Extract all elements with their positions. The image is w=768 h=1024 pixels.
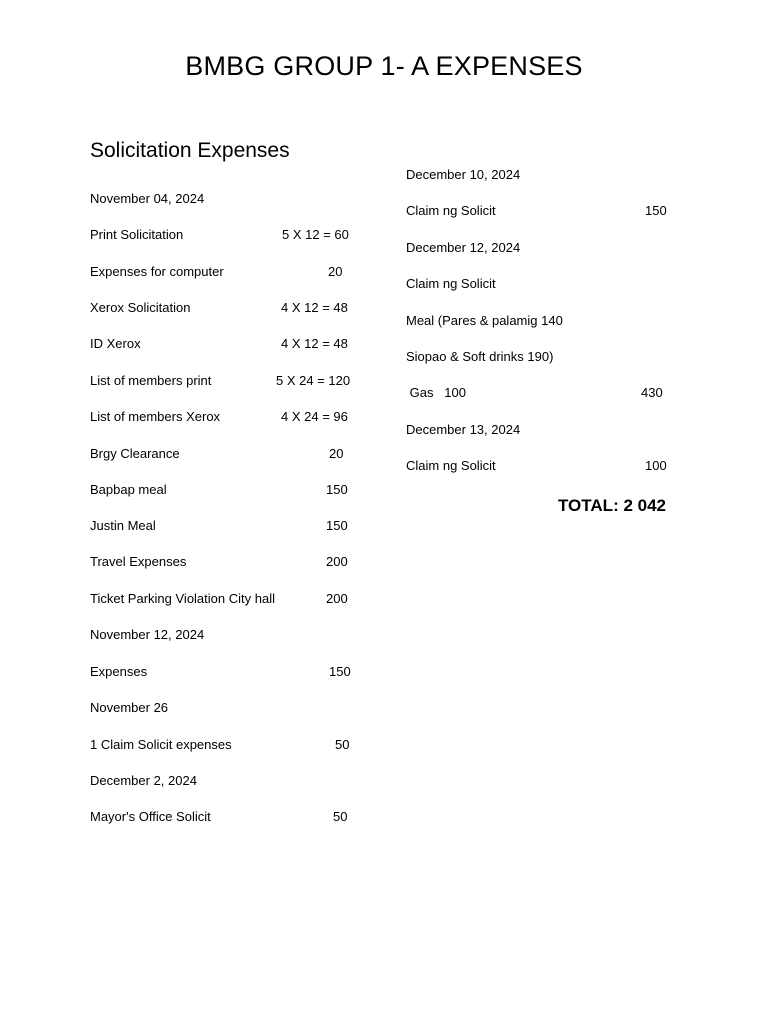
expense-amount: 50: [335, 737, 350, 752]
total-amount: TOTAL: 2 042: [557, 496, 666, 515]
date-heading: December 2, 2024: [90, 773, 197, 788]
date-heading: November 12, 2024: [90, 627, 205, 642]
expense-label: Print Solicitation: [90, 227, 184, 242]
expense-label: 1 Claim Solicit expenses: [90, 737, 232, 752]
expense-label: Expenses: [90, 664, 148, 679]
date-heading: December 10, 2024: [406, 167, 521, 182]
date-heading: December 12, 2024: [406, 240, 521, 255]
date-heading: November 04, 2024: [90, 191, 205, 206]
expense-label: Claim ng Solicit: [406, 203, 496, 218]
expense-amount: 150: [326, 518, 348, 533]
expense-label: Bapbap meal: [90, 482, 167, 497]
expense-amount: 430: [641, 385, 663, 400]
expense-label: Claim ng Solicit: [406, 458, 496, 473]
page-title: BMBG GROUP 1- A EXPENSES: [185, 51, 583, 81]
expense-amount: 4 X 24 = 96: [281, 409, 348, 424]
expense-amount: 200: [326, 591, 348, 606]
expense-amount: 150: [326, 482, 348, 497]
expense-note: Siopao & Soft drinks 190): [406, 349, 554, 364]
expense-amount: 5 X 24 = 120: [276, 373, 351, 388]
expense-amount: 4 X 12 = 48: [281, 336, 348, 351]
expense-amount: 100: [645, 458, 667, 473]
expense-label: Xerox Solicitation: [90, 300, 191, 315]
expense-label: ID Xerox: [90, 336, 141, 351]
expense-label: List of members Xerox: [90, 409, 221, 424]
expense-amount: 150: [329, 664, 351, 679]
expense-amount: 50: [333, 809, 348, 824]
expense-label: Expenses for computer: [90, 264, 224, 279]
expense-label: Gas 100: [406, 385, 466, 400]
date-heading: November 26: [90, 700, 169, 715]
section-heading: Solicitation Expenses: [90, 139, 290, 162]
expense-amount: 20: [328, 264, 343, 279]
expense-amount: 200: [326, 554, 348, 569]
expense-label: Justin Meal: [90, 518, 156, 533]
expense-amount: 5 X 12 = 60: [282, 227, 349, 242]
expense-label: Ticket Parking Violation City hall: [90, 591, 275, 606]
expense-label: Brgy Clearance: [90, 446, 180, 461]
expense-amount: 150: [645, 203, 667, 218]
date-heading: December 13, 2024: [406, 422, 521, 437]
expense-amount: 20: [329, 446, 344, 461]
expense-note: Meal (Pares & palamig 140: [406, 313, 563, 328]
expense-note: Claim ng Solicit: [406, 276, 496, 291]
expense-label: List of members print: [90, 373, 212, 388]
expense-label: Travel Expenses: [90, 554, 187, 569]
expense-label: Mayor's Office Solicit: [90, 809, 211, 824]
expense-amount: 4 X 12 = 48: [281, 300, 348, 315]
